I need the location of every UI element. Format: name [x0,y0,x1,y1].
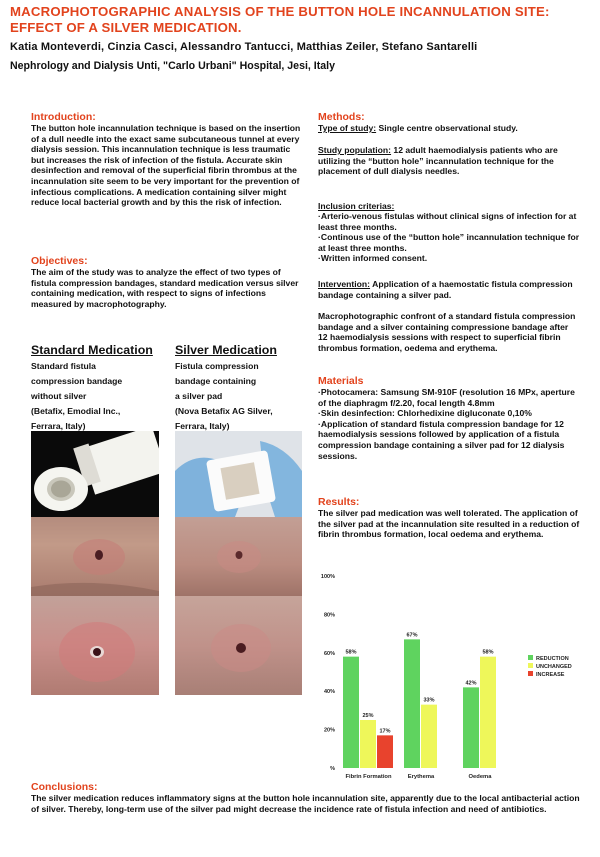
standard-bandage-photo [31,431,159,517]
study-type-text: Single centre observational study. [376,123,518,133]
silver-skin-photo-2 [175,596,302,695]
introduction-text: The button hole incannulation technique is based on the insertion of a dull needle into the exact same subcutaneous tunnel at every dialysis session. This incannulation technique is less traumatic but increases the risk of infection of the fistula. Accurate skin desinfection and removal of the superficial fibrin thrombus at the incannulation site seem to be very important for the prevention of infectious complications. A medication containing silver might reduce local bacterial growth and by this the risk of infection. [31,123,301,208]
bar [377,735,393,768]
data-label: 17% [379,728,391,735]
x-tick-label: Oedema [468,774,492,780]
silver-skin-photo-1 [175,517,302,596]
legend-label: INCREASE [536,672,565,678]
poster-title: MACROPHOTOGRAPHIC ANALYSIS OF THE BUTTON HOLE INCANNULATION SITE: EFFECT OF A SILVER MEDICATION. [10,4,550,35]
y-tick-label: 100% [320,574,335,580]
study-type [318,123,580,134]
results-chart [305,566,595,781]
study-type-label: Type of study: [318,123,377,133]
objectives-text: The aim of the study was to analyze the effect of two types of fistula compression bandages, standard medication versus silver containing medication, with respect to signs of infections measured by macrophotography. [31,267,299,309]
methods-heading: Methods: [318,111,365,123]
confront-text: Macrophotographic confront of a standard fistula compression bandage and a silver containing compressione bandage after 12 haemodialysis sessions with respect to superficial fibrin thrombus formation, oedema and erythema. [318,311,576,353]
inclusion-list [318,211,580,264]
data-label: 25% [362,713,374,719]
population-label: Study population: [318,145,392,155]
x-tick-label: Fibrin Formation [345,774,392,780]
bar [480,657,496,768]
objectives-heading: Objectives: [31,255,88,267]
standard-desc-line: Standard fistula [31,361,96,371]
data-label: 33% [423,697,435,704]
results-text: The silver pad medication was well tolerated. The application of the silver pad at the incannulation site resulted in a reduction of fibrin thrombus formation, local oedema and erythema. [318,508,580,540]
silver-bandage-photo [175,431,302,517]
standard-desc-line: Ferrara, Italy) [31,421,86,431]
conclusions-heading: Conclusions: [31,781,98,793]
standard-skin-photo-1 [31,517,159,596]
data-label: 67% [406,632,418,639]
conclusions-text: The silver medication reduces inflammatory signs at the button hole incannulation site, apparently due to the local antibacterial action of silver. Thereby, long-term use of the silver pad might decrease the incidence rate of fistula infection and need of antibiotics. [31,793,580,814]
silver-desc-line: Fistula compression [175,361,259,371]
study-population [318,145,580,177]
legend-swatch [528,663,533,668]
legend-label: REDUCTION [536,656,569,662]
data-label: 58% [482,649,494,656]
affiliation: Nephrology and Dialysis Unti, "Carlo Urbani" Hospital, Jesi, Italy [10,60,335,72]
bar [421,705,437,768]
bar [463,687,479,768]
inclusion-item: ·Arterio-venous fistulas without clinical signs of infection for at least three months. [318,211,577,232]
legend-swatch [528,655,533,660]
standard-skin-photo-2 [31,596,159,695]
introduction-heading: Introduction: [31,111,96,123]
y-tick-label: 20% [323,727,335,734]
silver-desc-line: Ferrara, Italy) [175,421,230,431]
x-tick-label: Erythema [407,774,435,780]
silver-heading: Silver Medication [175,343,277,357]
data-label: 58% [345,649,357,656]
authors: Katia Monteverdi, Cinzia Casci, Alessandro Tantucci, Matthias Zeiler, Stefano Santarelli [10,41,478,53]
bar [404,639,420,768]
data-label: 42% [465,680,477,687]
materials-item: ·Application of standard fistula compression bandage for 12 haemodialysis sessions followed by application of a fistula compression bandage containing a silver pad for 12 dialysis sessions. [318,418,565,461]
inclusion-item: ·Written informed consent. [318,253,428,264]
intervention-text: Application of a haemostatic fistula compression bandage containing a silver pad. [318,279,573,300]
bar [360,720,376,768]
population-text: 12 adult haemodialysis patients who are utilizing the “button hole” incannulation technique for the placement of dull dialysis needles. [318,145,558,177]
intervention-label: Intervention: [318,279,371,289]
materials-item: ·Photocamera: Samsung SM-910F (resolution 16 MPx, aperture of the diaphragm f/2.20, focal length 4.8mm [318,387,575,408]
standard-desc-line: without silver [31,391,87,401]
standard-desc-line: (Betafix, Emodial Inc., [31,406,121,416]
standard-description [31,359,171,434]
legend-swatch [528,671,533,676]
silver-desc-line: bandage containing [175,376,257,386]
y-tick-label: 80% [323,612,335,619]
y-tick-label: % [330,766,335,772]
y-tick-label: 60% [323,650,335,657]
inclusion-item: ·Continous use of the “button hole” incannulation technique for at least three months. [318,232,580,253]
results-heading: Results: [318,496,360,508]
bar [343,657,359,768]
inclusion-label: Inclusion criterias: [318,201,395,211]
materials-list [318,387,580,461]
silver-description [175,359,315,434]
intervention [318,279,580,300]
materials-item: ·Skin desinfection: Chlorhedixine digluconate 0,10% [318,408,532,419]
silver-desc-line: a silver pad [175,391,223,401]
standard-heading: Standard Medication [31,343,153,357]
silver-desc-line: (Nova Betafix AG Silver, [175,406,273,416]
legend-label: UNCHANGED [536,664,572,670]
y-tick-label: 40% [323,689,335,696]
materials-heading: Materials [318,375,364,387]
standard-desc-line: compression bandage [31,376,123,386]
